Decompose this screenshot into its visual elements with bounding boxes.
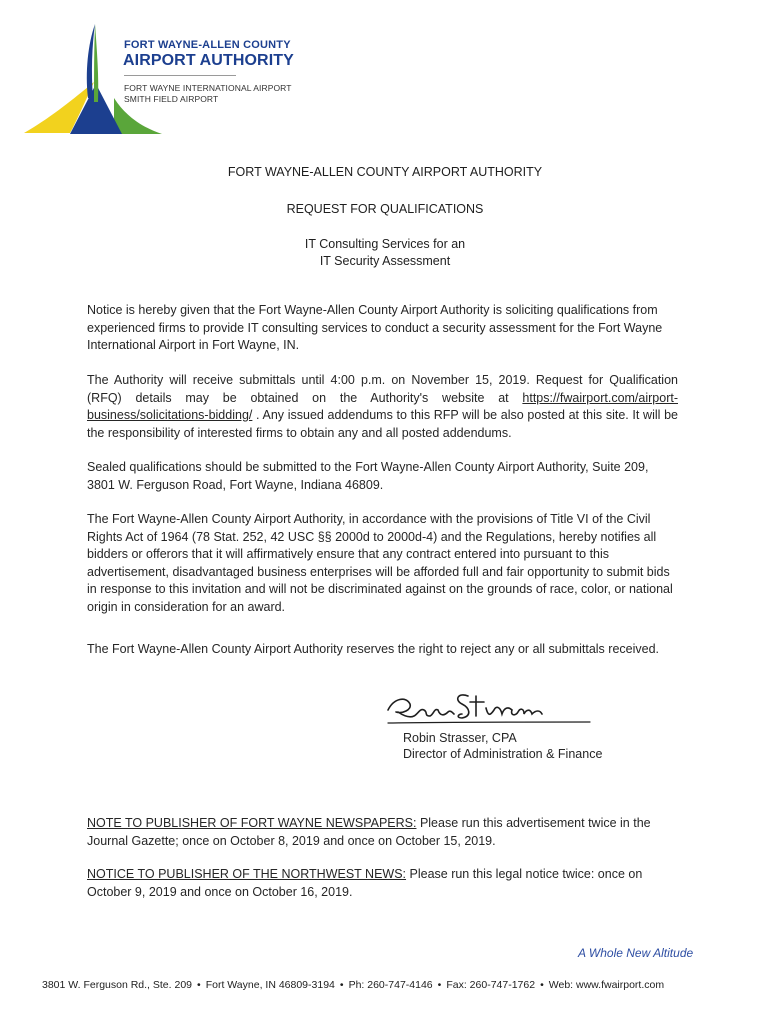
note-northwest-news <box>87 866 678 901</box>
submittals-text: The Authority will receive submittals until 4:00 p.m. on November 15, 2019. Request for Qualification (RFQ) details may be obtained on the Authority's website at <box>87 373 678 405</box>
logo-spire-green <box>94 24 98 102</box>
paragraph-notice: Notice is hereby given that the Fort Wayne-Allen County Airport Authority is soliciting qualifications from experienced firms to provide IT consulting services to conduct a security assessment for the Fort Wayne International Airport in Fort Wayne, IN. <box>87 303 663 352</box>
letterhead-airport-2: SMITH FIELD AIRPORT <box>124 94 219 104</box>
footer-phone: Ph: 260-747-4146 <box>348 979 433 991</box>
footer-separator: • <box>197 979 201 991</box>
heading-subject-2: IT Security Assessment <box>319 254 451 268</box>
signatory-name: Robin Strasser, CPA <box>403 731 517 745</box>
footer-separator: • <box>339 979 344 991</box>
handwritten-signature <box>384 686 594 728</box>
footer-city: Fort Wayne, IN 46809-3194 <box>205 979 335 991</box>
footer-web[interactable]: Web: www.fwairport.com <box>548 979 665 991</box>
rfq-website-link[interactable]: https://fwairport.com/airport-business/solicitations-bidding/ <box>87 390 678 422</box>
letterhead-authority: AIRPORT AUTHORITY <box>123 52 294 69</box>
note-1-text: Please run this advertisement twice in the Journal Gazette; once on October 8, 2019 and once on October 15, 2019. <box>87 816 651 848</box>
heading-subject-1: IT Consulting Services for an <box>304 237 466 251</box>
paragraph-reservation: The Fort Wayne-Allen County Airport Authority reserves the right to reject any or all submittals received. <box>87 642 660 656</box>
letterhead-divider <box>124 75 236 76</box>
footer-address: 3801 W. Ferguson Rd., Ste. 209 <box>42 979 193 991</box>
footer-tagline: A Whole New Altitude <box>578 946 694 960</box>
note-1-label: NOTE TO PUBLISHER OF FORT WAYNE NEWSPAPERS: <box>87 816 417 830</box>
footer-fax: Fax: 260-747-1762 <box>446 979 536 991</box>
heading-authority: FORT WAYNE-ALLEN COUNTY AIRPORT AUTHORITY <box>227 165 543 179</box>
heading-request: REQUEST FOR QUALIFICATIONS <box>286 202 484 216</box>
letterhead-county: FORT WAYNE-ALLEN COUNTY <box>124 39 291 51</box>
note-fort-wayne-newspapers <box>87 815 678 850</box>
paragraph-submittals <box>87 372 678 442</box>
footer-contact <box>42 979 732 991</box>
signatory-title: Director of Administration & Finance <box>403 747 603 761</box>
note-2-text: Please run this legal notice twice: once on October 9, 2019 and once on October 16, 2019. <box>87 867 643 899</box>
footer-separator: • <box>540 979 544 991</box>
letterhead-airport-1: FORT WAYNE INTERNATIONAL AIRPORT <box>124 83 292 93</box>
logo-spire-outline <box>87 24 95 98</box>
note-2-label: NOTICE TO PUBLISHER OF THE NORTHWEST NEWS: <box>87 867 407 881</box>
paragraph-title-vi: The Fort Wayne-Allen County Airport Authority, in accordance with the provisions of Title VI of the Civil Rights Act of 1964 (78 Stat. 252, 42 USC §§ 2000d to 2000d-4) and the Regulations, hereby notifies all bidders or offerors that it will affirmatively ensure that any contract entered into pursuant to this advertisement, disadvantaged business enterprises will be afforded full and fair opportunity to submit bids in response to this invitation and will not be discriminated against on the grounds of race, color, or national origin in consideration for an award. <box>87 512 673 614</box>
submittals-text-end: . Any issued addendums to this RFP will be also posted at this site. It will be the responsibility of interested firms to obtain any and all posted addendums. <box>87 408 678 440</box>
paragraph-address: Sealed qualifications should be submitted to the Fort Wayne-Allen County Airport Authority, Suite 209, 3801 W. Ferguson Road, Fort Wayne, Indiana 46809. <box>87 460 649 492</box>
footer-separator: • <box>437 979 442 991</box>
